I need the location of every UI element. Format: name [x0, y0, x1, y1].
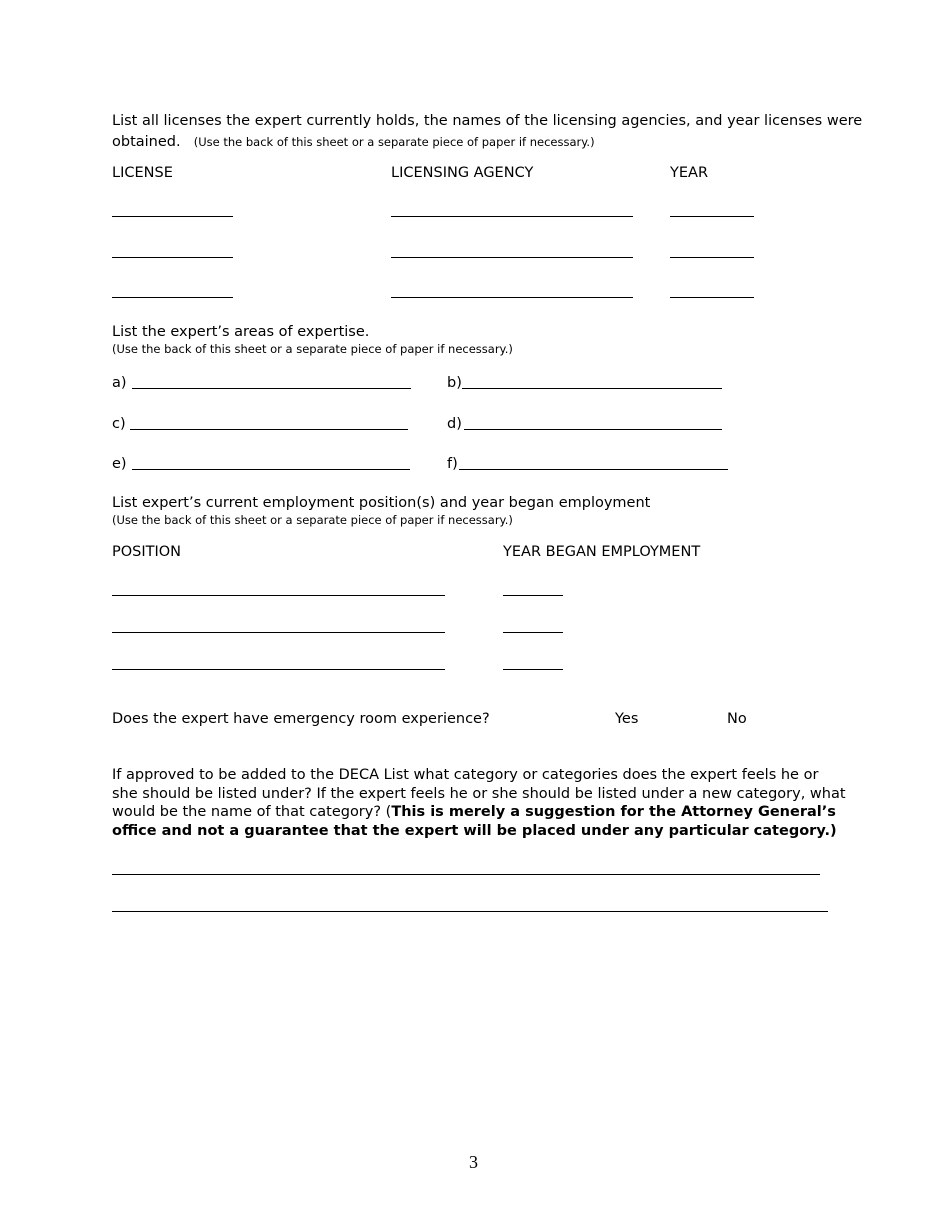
year-began-column-header: YEAR BEGAN EMPLOYMENT: [503, 544, 701, 560]
expertise-label-f: f): [447, 456, 458, 472]
expertise-label-e: e): [112, 456, 127, 472]
licensing-agency-field-1[interactable]: [391, 216, 633, 217]
category-answer-line-2[interactable]: [112, 911, 828, 912]
licensing-agency-field-3[interactable]: [391, 297, 633, 298]
category-answer-line-1[interactable]: [112, 874, 820, 875]
year-began-field-1[interactable]: [503, 595, 563, 596]
expertise-label-a: a): [112, 375, 127, 391]
license-field-1[interactable]: [112, 216, 233, 217]
license-column-header: LICENSE: [112, 165, 173, 181]
license-year-field-1[interactable]: [670, 216, 754, 217]
category-disclaimer: This is merely a suggestion for the Attorney General’s office and not a guarantee that the expert will be placed under any particular category.): [112, 804, 837, 839]
licensing-agency-column-header: LICENSING AGENCY: [391, 165, 534, 181]
license-field-3[interactable]: [112, 297, 233, 298]
expertise-heading: List the expert’s areas of expertise.: [112, 324, 370, 340]
er-no-option[interactable]: No: [727, 711, 747, 727]
position-field-2[interactable]: [112, 632, 445, 633]
category-question: [112, 766, 847, 840]
expertise-field-e[interactable]: [132, 469, 410, 470]
expertise-label-c: c): [112, 416, 126, 432]
employment-note: (Use the back of this sheet or a separate piece of paper if necessary.): [112, 513, 513, 527]
category-question-text: If approved to be added to the DECA List what category or categories does the expert feels he or she should be listed under? If the expert feels he or she should be listed under a new category, what would be the name of that category? (: [112, 767, 846, 820]
page-number: 3: [469, 1152, 478, 1172]
er-experience-question: Does the expert have emergency room experience?: [112, 711, 490, 727]
license-field-2[interactable]: [112, 257, 233, 258]
licensing-agency-field-2[interactable]: [391, 257, 633, 258]
expertise-field-d[interactable]: [464, 429, 722, 430]
year-column-header: YEAR: [670, 165, 709, 181]
expertise-field-a[interactable]: [132, 388, 411, 389]
year-began-field-3[interactable]: [503, 669, 563, 670]
license-year-field-3[interactable]: [670, 297, 754, 298]
position-field-3[interactable]: [112, 669, 445, 670]
licenses-intro: List all licenses the expert currently holds, the names of the licensing agencies, and year licenses were: [112, 113, 863, 129]
employment-heading: List expert’s current employment position(s) and year began employment: [112, 495, 651, 511]
year-began-field-2[interactable]: [503, 632, 563, 633]
position-column-header: POSITION: [112, 544, 182, 560]
licenses-intro-cont: obtained.: [112, 134, 181, 150]
expertise-field-b[interactable]: [462, 388, 722, 389]
expertise-label-b: b): [447, 375, 462, 391]
licenses-intro-line2: [112, 131, 595, 151]
er-yes-option[interactable]: Yes: [615, 711, 639, 727]
position-field-1[interactable]: [112, 595, 445, 596]
expertise-note: (Use the back of this sheet or a separate piece of paper if necessary.): [112, 342, 513, 356]
licenses-note: (Use the back of this sheet or a separate piece of paper if necessary.): [193, 135, 595, 149]
expertise-label-d: d): [447, 416, 462, 432]
expertise-field-c[interactable]: [130, 429, 408, 430]
license-year-field-2[interactable]: [670, 257, 754, 258]
expertise-field-f[interactable]: [459, 469, 728, 470]
